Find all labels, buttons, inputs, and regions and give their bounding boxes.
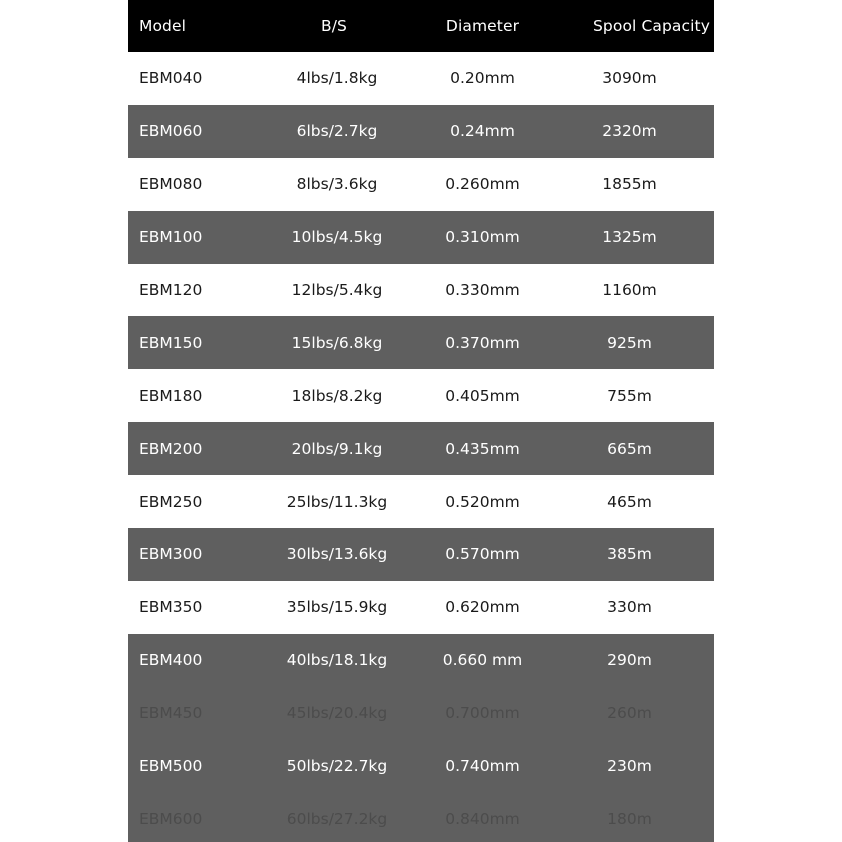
line-spec-table: [128, 0, 714, 842]
breaking-strength-cell: 60lbs/27.2kg: [286, 809, 388, 828]
table-row: [128, 422, 714, 475]
diameter-cell: 0.435mm: [445, 439, 520, 458]
model-cell: EBM100: [139, 228, 203, 247]
breaking-strength-cell: 15lbs/6.8kg: [291, 333, 383, 352]
table-row: [128, 369, 714, 422]
table-row: [128, 528, 714, 581]
table-row: [128, 687, 714, 740]
spool-capacity-cell: 180m: [607, 809, 652, 828]
breaking-strength-cell: 10lbs/4.5kg: [291, 228, 383, 247]
table-row: [128, 740, 714, 793]
header-spool-capacity: Spool Capacity: [592, 17, 710, 35]
diameter-cell: 0.24mm: [450, 122, 515, 141]
table-row: [128, 634, 714, 687]
diameter-cell: 0.330mm: [445, 281, 520, 299]
model-cell: EBM500: [139, 757, 203, 776]
header-model: Model: [139, 17, 187, 35]
table-row: [128, 52, 714, 105]
model-cell: EBM250: [139, 492, 203, 511]
spool-capacity-cell: 385m: [607, 545, 652, 564]
breaking-strength-cell: 45lbs/20.4kg: [286, 704, 388, 723]
spool-capacity-cell: 260m: [607, 704, 652, 723]
breaking-strength-cell: 4lbs/1.8kg: [296, 69, 378, 88]
diameter-cell: 0.20mm: [450, 69, 515, 88]
table-row: [128, 158, 714, 211]
spool-capacity-cell: 230m: [607, 757, 652, 776]
breaking-strength-cell: 12lbs/5.4kg: [291, 281, 383, 299]
spool-capacity-cell: 665m: [607, 439, 652, 458]
diameter-cell: 0.840mm: [445, 809, 520, 828]
header-breaking-strength: B/S: [321, 17, 347, 35]
breaking-strength-cell: 40lbs/18.1kg: [286, 651, 388, 670]
table-row: [128, 475, 714, 528]
spool-capacity-cell: 330m: [607, 598, 652, 617]
diameter-cell: 0.570mm: [445, 545, 520, 564]
diameter-cell: 0.520mm: [445, 492, 520, 511]
breaking-strength-cell: 18lbs/8.2kg: [291, 386, 383, 405]
header-diameter: Diameter: [445, 17, 520, 35]
model-cell: EBM200: [139, 439, 203, 458]
table-row: [128, 316, 714, 369]
table-row: [128, 105, 714, 158]
table-row: [128, 211, 714, 264]
spool-capacity-cell: 755m: [607, 386, 652, 405]
spool-capacity-cell: 290m: [607, 651, 652, 670]
model-cell: EBM040: [139, 69, 203, 88]
spool-capacity-cell: 2320m: [602, 122, 657, 141]
breaking-strength-cell: 30lbs/13.6kg: [286, 545, 388, 564]
diameter-cell: 0.260mm: [445, 175, 520, 194]
breaking-strength-cell: 6lbs/2.7kg: [296, 122, 378, 141]
model-cell: EBM300: [139, 545, 203, 564]
spool-capacity-cell: 3090m: [602, 69, 657, 88]
diameter-cell: 0.310mm: [445, 228, 520, 247]
model-cell: EBM060: [139, 122, 203, 141]
spool-capacity-cell: 1325m: [602, 228, 657, 247]
model-cell: EBM080: [139, 175, 203, 194]
diameter-cell: 0.740mm: [445, 757, 520, 776]
model-cell: EBM400: [139, 651, 203, 670]
spool-capacity-cell: 465m: [607, 492, 652, 511]
diameter-cell: 0.700mm: [445, 704, 520, 723]
spool-capacity-cell: 1855m: [602, 175, 657, 194]
spool-capacity-cell: 1160m: [602, 281, 657, 299]
breaking-strength-cell: 50lbs/22.7kg: [286, 757, 388, 776]
table-row: [128, 264, 714, 317]
model-cell: EBM150: [139, 333, 203, 352]
diameter-cell: 0.370mm: [445, 333, 520, 352]
diameter-cell: 0.620mm: [445, 598, 520, 617]
model-cell: EBM600: [139, 809, 203, 828]
spool-capacity-cell: 925m: [607, 333, 652, 352]
table-row: [128, 792, 714, 842]
breaking-strength-cell: 25lbs/11.3kg: [286, 492, 388, 511]
diameter-cell: 0.405mm: [445, 386, 520, 405]
model-cell: EBM350: [139, 598, 203, 617]
model-cell: EBM180: [139, 386, 203, 405]
breaking-strength-cell: 35lbs/15.9kg: [286, 598, 388, 617]
header-row: [128, 0, 714, 52]
model-cell: EBM450: [139, 704, 203, 723]
breaking-strength-cell: 8lbs/3.6kg: [296, 175, 378, 194]
diameter-cell: 0.660 mm: [442, 651, 523, 670]
breaking-strength-cell: 20lbs/9.1kg: [291, 439, 383, 458]
table-row: [128, 581, 714, 634]
model-cell: EBM120: [139, 281, 203, 299]
